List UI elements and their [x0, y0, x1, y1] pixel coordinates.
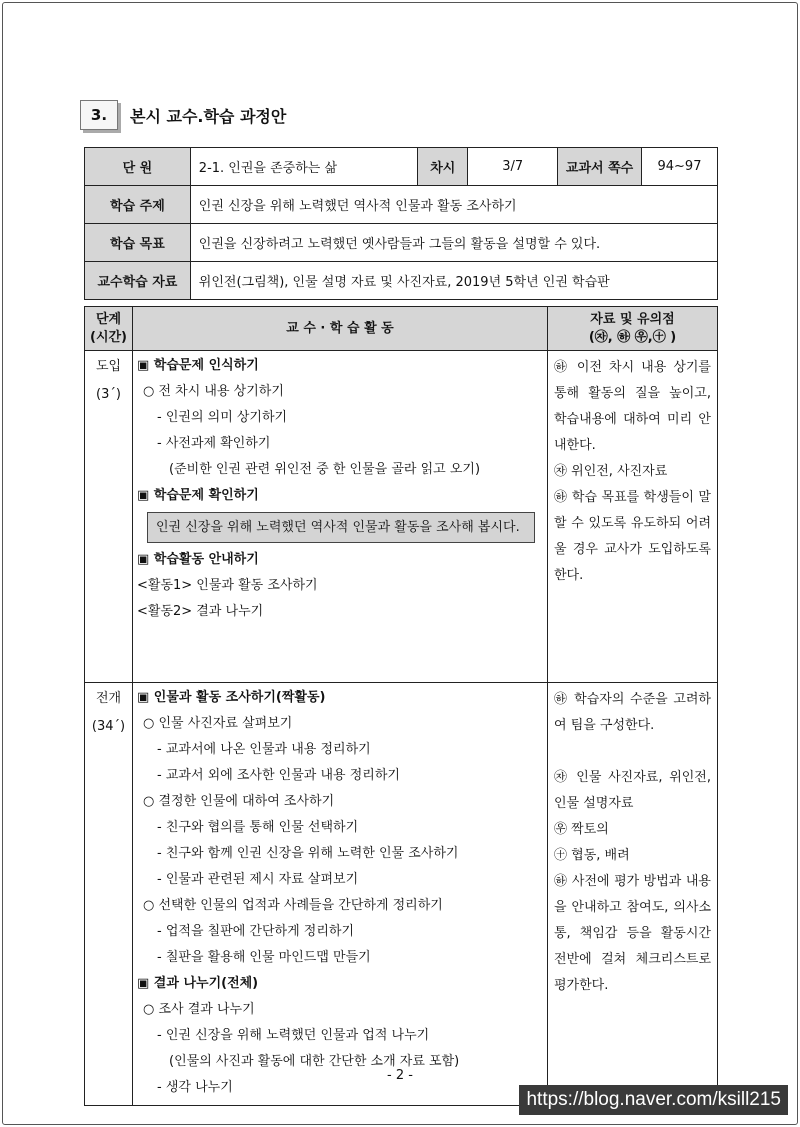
materials-value: 위인전(그림책), 인물 설명 자료 및 사진자료, 2019년 5학년 인권 학습판	[190, 262, 717, 300]
note-item: ㉻ 사전에 평가 방법과 내용을 안내하고 참여도, 의사소통, 책임감 등을 활동시간 전반에 걸쳐 체크리스트로 평가한다.	[554, 874, 711, 993]
stage-header-line2: (시간)	[90, 329, 127, 345]
activity-line: - 친구와 협의를 통해 인물 선택하기	[157, 820, 359, 835]
stage-header	[85, 307, 133, 351]
notes-header-line2: (㉶, ㉻ ㉾,㊉ )	[588, 329, 677, 345]
notes-cell-intro	[548, 351, 718, 683]
activity-line: - 칠판을 활용해 인물 마인드맵 만들기	[157, 950, 371, 965]
activity-line: - 인물과 관련된 제시 자료 살펴보기	[157, 872, 359, 887]
activity-line: ▣ 결과 나누기(전체)	[137, 976, 259, 991]
activity-line: ○ 인물 사진자료 살펴보기	[143, 716, 293, 731]
unit-value: 2-1. 인권을 존중하는 삶	[190, 148, 418, 186]
stage-time-intro: (3´)	[96, 387, 121, 402]
page-number: - 2 -	[387, 1068, 413, 1083]
notes-cell-development	[548, 683, 718, 1106]
activity-line: - 생각 나누기	[157, 1080, 233, 1095]
lesson-plan-table	[84, 306, 718, 1106]
activity-cell-development	[133, 683, 548, 1106]
topic-value: 인권 신장을 위해 노력했던 역사적 인물과 활동 조사하기	[190, 186, 717, 224]
activity-line: (인물의 사진과 활동에 대한 간단한 소개 자료 포함)	[169, 1054, 460, 1069]
activity-line: ○ 결정한 인물에 대하여 조사하기	[143, 794, 335, 809]
note-item: ㉶ 위인전, 사진자료	[554, 464, 668, 479]
activity-line: ▣ 학습문제 확인하기	[137, 488, 259, 503]
section-title: 본시 교수.학습 과정안	[130, 106, 287, 126]
note-item: ㉻ 이전 차시 내용 상기를 통해 활동의 질을 높이고, 학습내용에 대하여 미리 안내한다.	[554, 360, 711, 453]
section-number: 3.	[80, 100, 118, 130]
stage-row-intro	[85, 351, 718, 683]
pages-label: 교과서 쪽수	[558, 148, 642, 186]
goal-label: 학습 목표	[85, 224, 191, 262]
session-label: 차시	[418, 148, 468, 186]
activity-line: (준비한 인권 관련 위인전 중 한 인물을 골라 읽고 오기)	[169, 462, 481, 477]
section-heading	[80, 100, 286, 130]
activity-line: ▣ 학습활동 안내하기	[137, 552, 259, 567]
activity-line: - 사전과제 확인하기	[157, 436, 271, 451]
note-item: ㉾ 짝토의	[554, 822, 609, 837]
activity-line: - 인권의 의미 상기하기	[157, 410, 288, 425]
activity-header: 교 수 · 학 습 활 동	[133, 307, 548, 351]
watermark-url: https://blog.naver.com/ksill215	[519, 1085, 788, 1115]
activity-line: ○ 조사 결과 나누기	[143, 1002, 255, 1017]
activity-line: <활동2> 결과 나누기	[137, 604, 264, 619]
activity-line: ▣ 인물과 활동 조사하기(짝활동)	[137, 690, 326, 705]
activity-line: - 인권 신장을 위해 노력했던 인물과 업적 나누기	[157, 1028, 430, 1043]
topic-label: 학습 주제	[85, 186, 191, 224]
activity-line: - 교과서에 나온 인물과 내용 정리하기	[157, 742, 371, 757]
activity-line: ▣ 학습문제 인식하기	[137, 358, 259, 373]
activity-line: ○ 전 차시 내용 상기하기	[143, 384, 284, 399]
notes-header-line1: 자료 및 유의점	[590, 311, 675, 327]
note-item: ㊉ 협동, 배려	[554, 848, 630, 863]
activity-line: <활동1> 인물과 활동 조사하기	[137, 578, 318, 593]
stage-name-development: 전개	[95, 691, 122, 706]
info-row-topic	[85, 186, 718, 224]
pages-value: 94~97	[641, 148, 717, 186]
note-item: ㉶ 인물 사진자료, 위인전, 인물 설명자료	[554, 770, 711, 811]
stage-cell-development	[85, 683, 133, 1106]
activity-line: - 교과서 외에 조사한 인물과 내용 정리하기	[157, 768, 400, 783]
stage-cell-intro	[85, 351, 133, 683]
stage-header-line1: 단계	[95, 311, 122, 327]
note-item: ㉻ 학습 목표를 학생들이 말할 수 있도록 유도하되 어려울 경우 교사가 도입하도록 한다.	[554, 490, 711, 583]
session-value: 3/7	[468, 148, 558, 186]
info-row-goal	[85, 224, 718, 262]
stage-time-development: (34´)	[91, 719, 126, 734]
stage-row-development	[85, 683, 718, 1106]
activity-cell-intro	[133, 351, 548, 683]
materials-label: 교수학습 자료	[85, 262, 191, 300]
unit-label: 단 원	[85, 148, 191, 186]
activity-line: - 업적을 칠판에 간단하게 정리하기	[157, 924, 355, 939]
lesson-header-row	[85, 307, 718, 351]
note-item: ㉻ 학습자의 수준을 고려하여 팀을 구성한다.	[554, 692, 711, 733]
activity-line: - 친구와 함께 인권 신장을 위해 노력한 인물 조사하기	[157, 846, 459, 861]
goal-value: 인권을 신장하려고 노력했던 옛사람들과 그들의 활동을 설명할 수 있다.	[190, 224, 717, 262]
notes-header	[548, 307, 718, 351]
info-row-unit	[85, 148, 718, 186]
stage-name-intro: 도입	[95, 359, 122, 374]
activity-line: ○ 선택한 인물의 업적과 사례들을 간단하게 정리하기	[143, 898, 443, 913]
info-row-materials	[85, 262, 718, 300]
lesson-info-table	[84, 147, 718, 300]
learning-goal-box: 인권 신장을 위해 노력했던 역사적 인물과 활동을 조사해 봅시다.	[147, 512, 535, 543]
